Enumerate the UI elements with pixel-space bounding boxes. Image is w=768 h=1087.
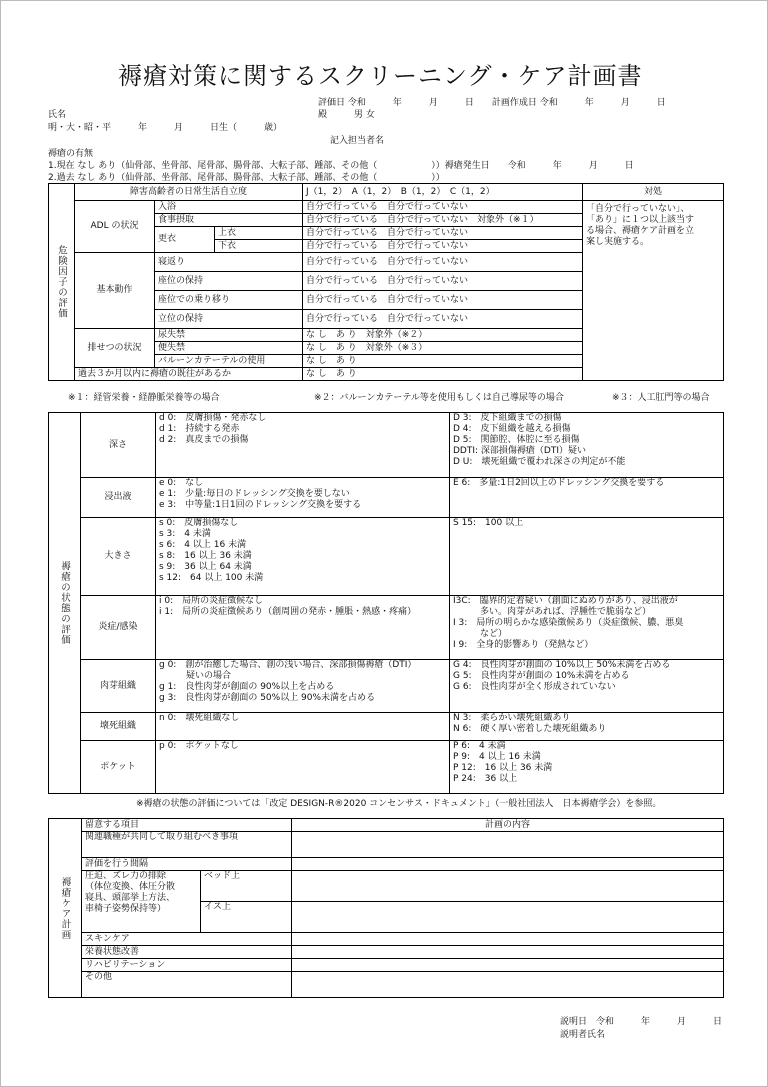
excretion-label: 排せつの状況 [75,329,155,368]
explanation-date: 説明日 令和 年 月 日 [560,1017,723,1027]
sit-keep-value: 自分で行っている 自分で行っていない [303,272,583,291]
eating-label: 食事摂取 [155,214,303,227]
document-title: 褥瘡対策に関するスクリーニング・ケア計画書 [118,62,643,90]
lower-label: 下衣 [215,240,303,253]
pocket-label: ポケット [81,741,156,794]
catheter-label: バルーンカテーテルの使用 [155,355,303,368]
nutrition-content[interactable] [292,946,724,959]
granulation-left: g 0: 創が治癒した場合、創の浅い場合、深部損傷褥瘡（DTI） 疑いの場合 g 1: 良性肉芽が創面の 90%以上を占める g 3: 良性肉芽が創面の 50%以上 90%未満を占める [156,660,450,713]
recorder-label: 記入担当者名 [330,136,385,146]
size-right: S 15: 100 以上 [450,518,724,596]
independence-label: 障害高齢者の日常生活自立度 [75,184,303,201]
countermeasure-text: 「自分で行っていない」、 「あり」に１つ以上該当す る場合、褥瘡ケア計画を立 案し実施する。 [583,201,724,381]
interval-content[interactable] [292,858,724,871]
bed-content[interactable] [292,871,724,902]
rehab-content[interactable] [292,959,724,972]
other-content[interactable] [292,972,724,998]
chair-content[interactable] [292,902,724,933]
evaluation-dates: 評価日 令和 年 月 日 計画作成日 令和 年 月 日 [318,98,666,108]
infection-label: 炎症/感染 [81,596,156,660]
stool-value: な し あ り 対象外（※３） [303,342,583,355]
depth-label: 深さ [81,413,156,478]
infection-right: I3C: 臨界的定着疑い（創面にぬめりがあり、浸出液が 多い。肉芽があれば、浮腫性で脆弱など） I 3: 局所の明らかな感染徴候あり（炎症徴候、膿、悪臭 など） I 9: 全身的影響あり（発熱など） [450,596,724,660]
bathing-value: 自分で行っている 自分で行っていない [303,201,583,214]
lower-value: 自分で行っている 自分で行っていない [303,240,583,253]
birth-date: 明・大・昭・平 年 月 日生（ 歳） [48,123,283,133]
explainer-name-label: 説明者氏名 [560,1030,606,1040]
stool-label: 便失禁 [155,342,303,355]
necrosis-right: N 3: 柔らかい壊死組織あり N 6: 硬く厚い密着した壊死組織あり [450,713,724,741]
stand-keep-label: 立位の保持 [155,310,303,329]
exudate-label: 浸出液 [81,478,156,518]
history-value: な し あ り [303,368,583,381]
shared-label: 関連職種が共同して取り組むべき事項 [82,832,292,858]
item-header: 留意する項目 [82,819,292,832]
chair-label: イス上 [201,902,292,933]
exudate-left: e 0: なし e 1: 少量:毎日のドレッシング交換を要しない e 3: 中等量:1日1回のドレッシング交換を要する [156,478,450,518]
pressure-label: 圧迫、ズレ力の排除 （体位変換、体圧分散 寝具、頭部挙上方法、 車椅子姿勢保持等） [82,871,201,933]
basic-movement-label: 基本動作 [75,253,155,329]
adl-label: ADL の状況 [75,201,155,253]
design-reference: ※褥瘡の状態の評価については「改定 DESIGN-R®2020 コンセンサス・ドキュメント」（一般社団法人 日本褥瘡学会）を参照。 [136,799,662,809]
independence-value: J（1，2） A（1，2） B（1，2） C（1，2） [303,184,583,201]
plan-section-label: 褥瘡ケア計画 [49,819,82,998]
interval-label: 評価を行う間隔 [82,858,292,871]
urine-label: 尿失禁 [155,329,303,342]
presence-current: 1.現在 なし あり（仙骨部、坐骨部、尾骨部、腸骨部、大転子部、踵部、その他（ ））褥瘡発生日 令和 年 月 日 [48,161,634,171]
size-left: s 0: 皮膚損傷なし s 3: 4 未満 s 6: 4 以上 16 未満 s 8: 16 以上 36 未満 s 9: 36 以上 64 未満 s 12: 64 以上 100 未満 [156,518,450,596]
infection-left: i 0: 局所の炎症徴候なし i 1: 局所の炎症徴候あり（創周囲の発赤・腫脹・熱感・疼痛） [156,596,450,660]
necrosis-label: 壊死組織 [81,713,156,741]
presence-past: 2.過去 なし あり（仙骨部、坐骨部、尾骨部、腸骨部、大転子部、踵部、その他（ ）） [48,173,445,183]
nutrition-label: 栄養状態改善 [82,946,292,959]
skincare-content[interactable] [292,933,724,946]
presence-label: 褥瘡の有無 [48,149,94,159]
dressing-label: 更衣 [155,227,215,253]
necrosis-left: n 0: 壊死組織なし [156,713,450,741]
risk-table [48,183,724,381]
depth-left: d 0: 皮膚損傷・発赤なし d 1: 持続する発赤 d 2: 真皮までの損傷 [156,413,450,478]
granulation-label: 肉芽組織 [81,660,156,713]
bathing-label: 入浴 [155,201,303,214]
care-plan-table [48,818,724,998]
roll-label: 寝返り [155,253,303,272]
stand-keep-value: 自分で行っている 自分で行っていない [303,310,583,329]
bed-label: ベッド上 [201,871,292,902]
eating-value: 自分で行っている 自分で行っていない 対象外（※１） [303,214,583,227]
upper-label: 上衣 [215,227,303,240]
shared-content[interactable] [292,832,724,858]
patient-name-label: 氏名 [48,110,67,120]
exudate-right: E 6: 多量:1日2回以上のドレッシング交換を要する [450,478,724,518]
risk-note-3: ※３：人工肛門等の場合 [612,393,710,403]
content-header: 計画の内容 [292,819,724,832]
catheter-value: な し あ り [303,355,583,368]
countermeasure-header: 対処 [583,184,724,201]
pocket-right: P 6: 4 未満 P 9: 4 以上 16 未満 P 12: 16 以上 36 未満 P 24: 36 以上 [450,741,724,794]
sit-keep-label: 座位の保持 [155,272,303,291]
risk-note-1: ※１：経管栄養・経静脈栄養等の場合 [68,393,220,403]
risk-section-label: 危険因子の評価 [49,184,75,381]
risk-note-2: ※２：バルーンカテーテル等を使用もしくは自己導尿等の場合 [314,393,564,403]
size-label: 大きさ [81,518,156,596]
pocket-left: p 0: ポケットなし [156,741,450,794]
status-section-label: 褥瘡の状態の評価 [49,413,81,794]
wound-status-table [48,412,724,794]
rehab-label: リハビリテーション [82,959,292,972]
granulation-right: G 4: 良性肉芽が創面の 10%以上 50%未満を占める G 5: 良性肉芽が創面の 10%未満を占める G 6: 良性肉芽が全く形成されていない [450,660,724,713]
sit-transfer-value: 自分で行っている 自分で行っていない [303,291,583,310]
other-label: その他 [82,972,292,998]
urine-value: な し あ り 対象外（※２） [303,329,583,342]
upper-value: 自分で行っている 自分で行っていない [303,227,583,240]
depth-right: D 3: 皮下組織までの損傷 D 4: 皮下組織を越える損傷 D 5: 関節腔、体腔に至る損傷 DDTI: 深部損傷褥瘡（DTI）疑い D U: 壊死組織で覆われ深さの判定が不能 [450,413,724,478]
roll-value: 自分で行っている 自分で行っていない [303,253,583,272]
honorific-sex: 殿 男 女 [318,110,375,120]
history-label: 過去３か月以内に褥瘡の既往があるか [75,368,303,381]
skincare-label: スキンケア [82,933,292,946]
sit-transfer-label: 座位での乗り移り [155,291,303,310]
